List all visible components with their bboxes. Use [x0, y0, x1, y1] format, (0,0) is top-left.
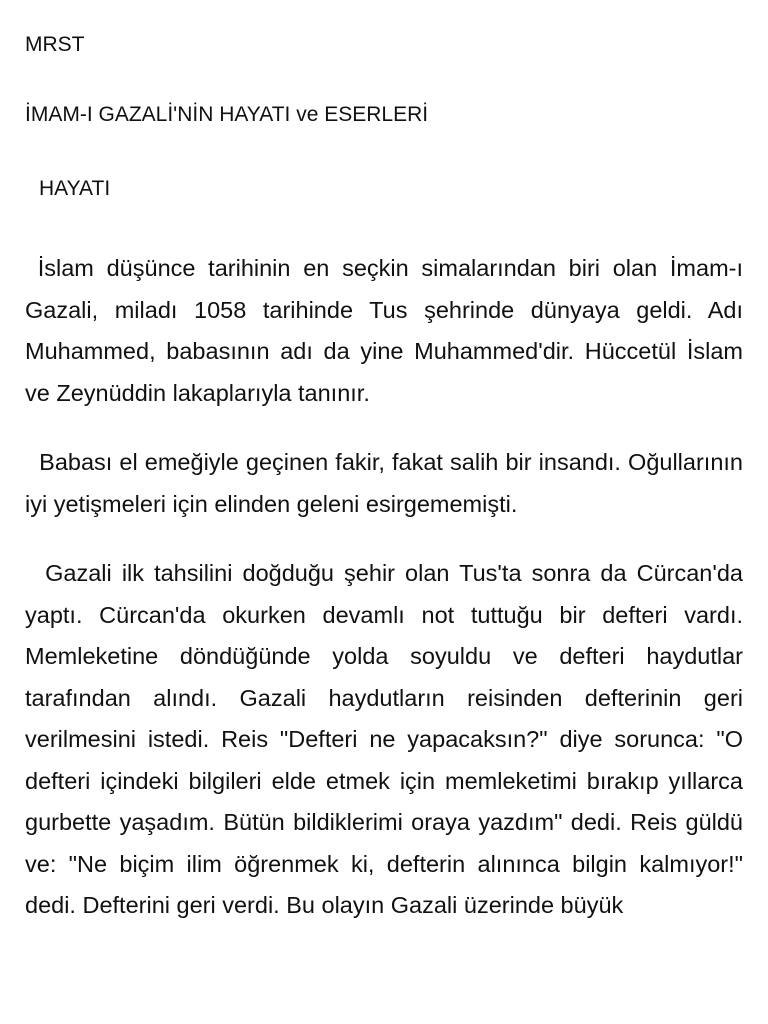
- document-page: [25, 30, 750, 927]
- document-code: MRST: [25, 33, 85, 56]
- document-title: İMAM-I GAZALİ'NİN HAYATI ve ESERLERİ: [25, 103, 429, 126]
- section-heading: HAYATI: [39, 177, 111, 200]
- paragraph-father: Babası el emeğiyle geçinen fakir, fakat salih bir insandı. Oğullarının iyi yetişmeleri için elinden geleni esirgememişti.: [25, 449, 750, 517]
- paragraph-intro: İslam düşünce tarihinin en seçkin simalarından biri olan İmam-ı Gazali, miladı 1058 tarihinde Tus şehrinde dünyaya geldi. Adı Muhammed, babasının adı da yine Muhammed'dir. Hüccetül İslam ve Zeynüddin lakaplarıyla tanınır.: [25, 255, 750, 406]
- paragraph-education: Gazali ilk tahsilini doğduğu şehir olan Tus'ta sonra da Cürcan'da yaptı. Cürcan'da okurken devamlı not tuttuğu bir defteri vardı. Memleketine döndüğünde yolda soyuldu ve defteri haydutlar tarafından alındı. Gazali haydutların reisinden defterinin geri verilmesini istedi. Reis "Defteri ne yapacaksın?" diye sorunca: "O defteri içindeki bilgileri elde etmek için memleketimi bırakıp yıllarca gurbette yaşadım. Bütün bildiklerimi oraya yazdım" dedi. Reis güldü ve: "Ne biçim ilim öğrenmek ki, defterin alınınca bilgin kalmıyor!" dedi. Defterini geri verdi. Bu olayın Gazali üzerinde büyük: [25, 560, 750, 918]
